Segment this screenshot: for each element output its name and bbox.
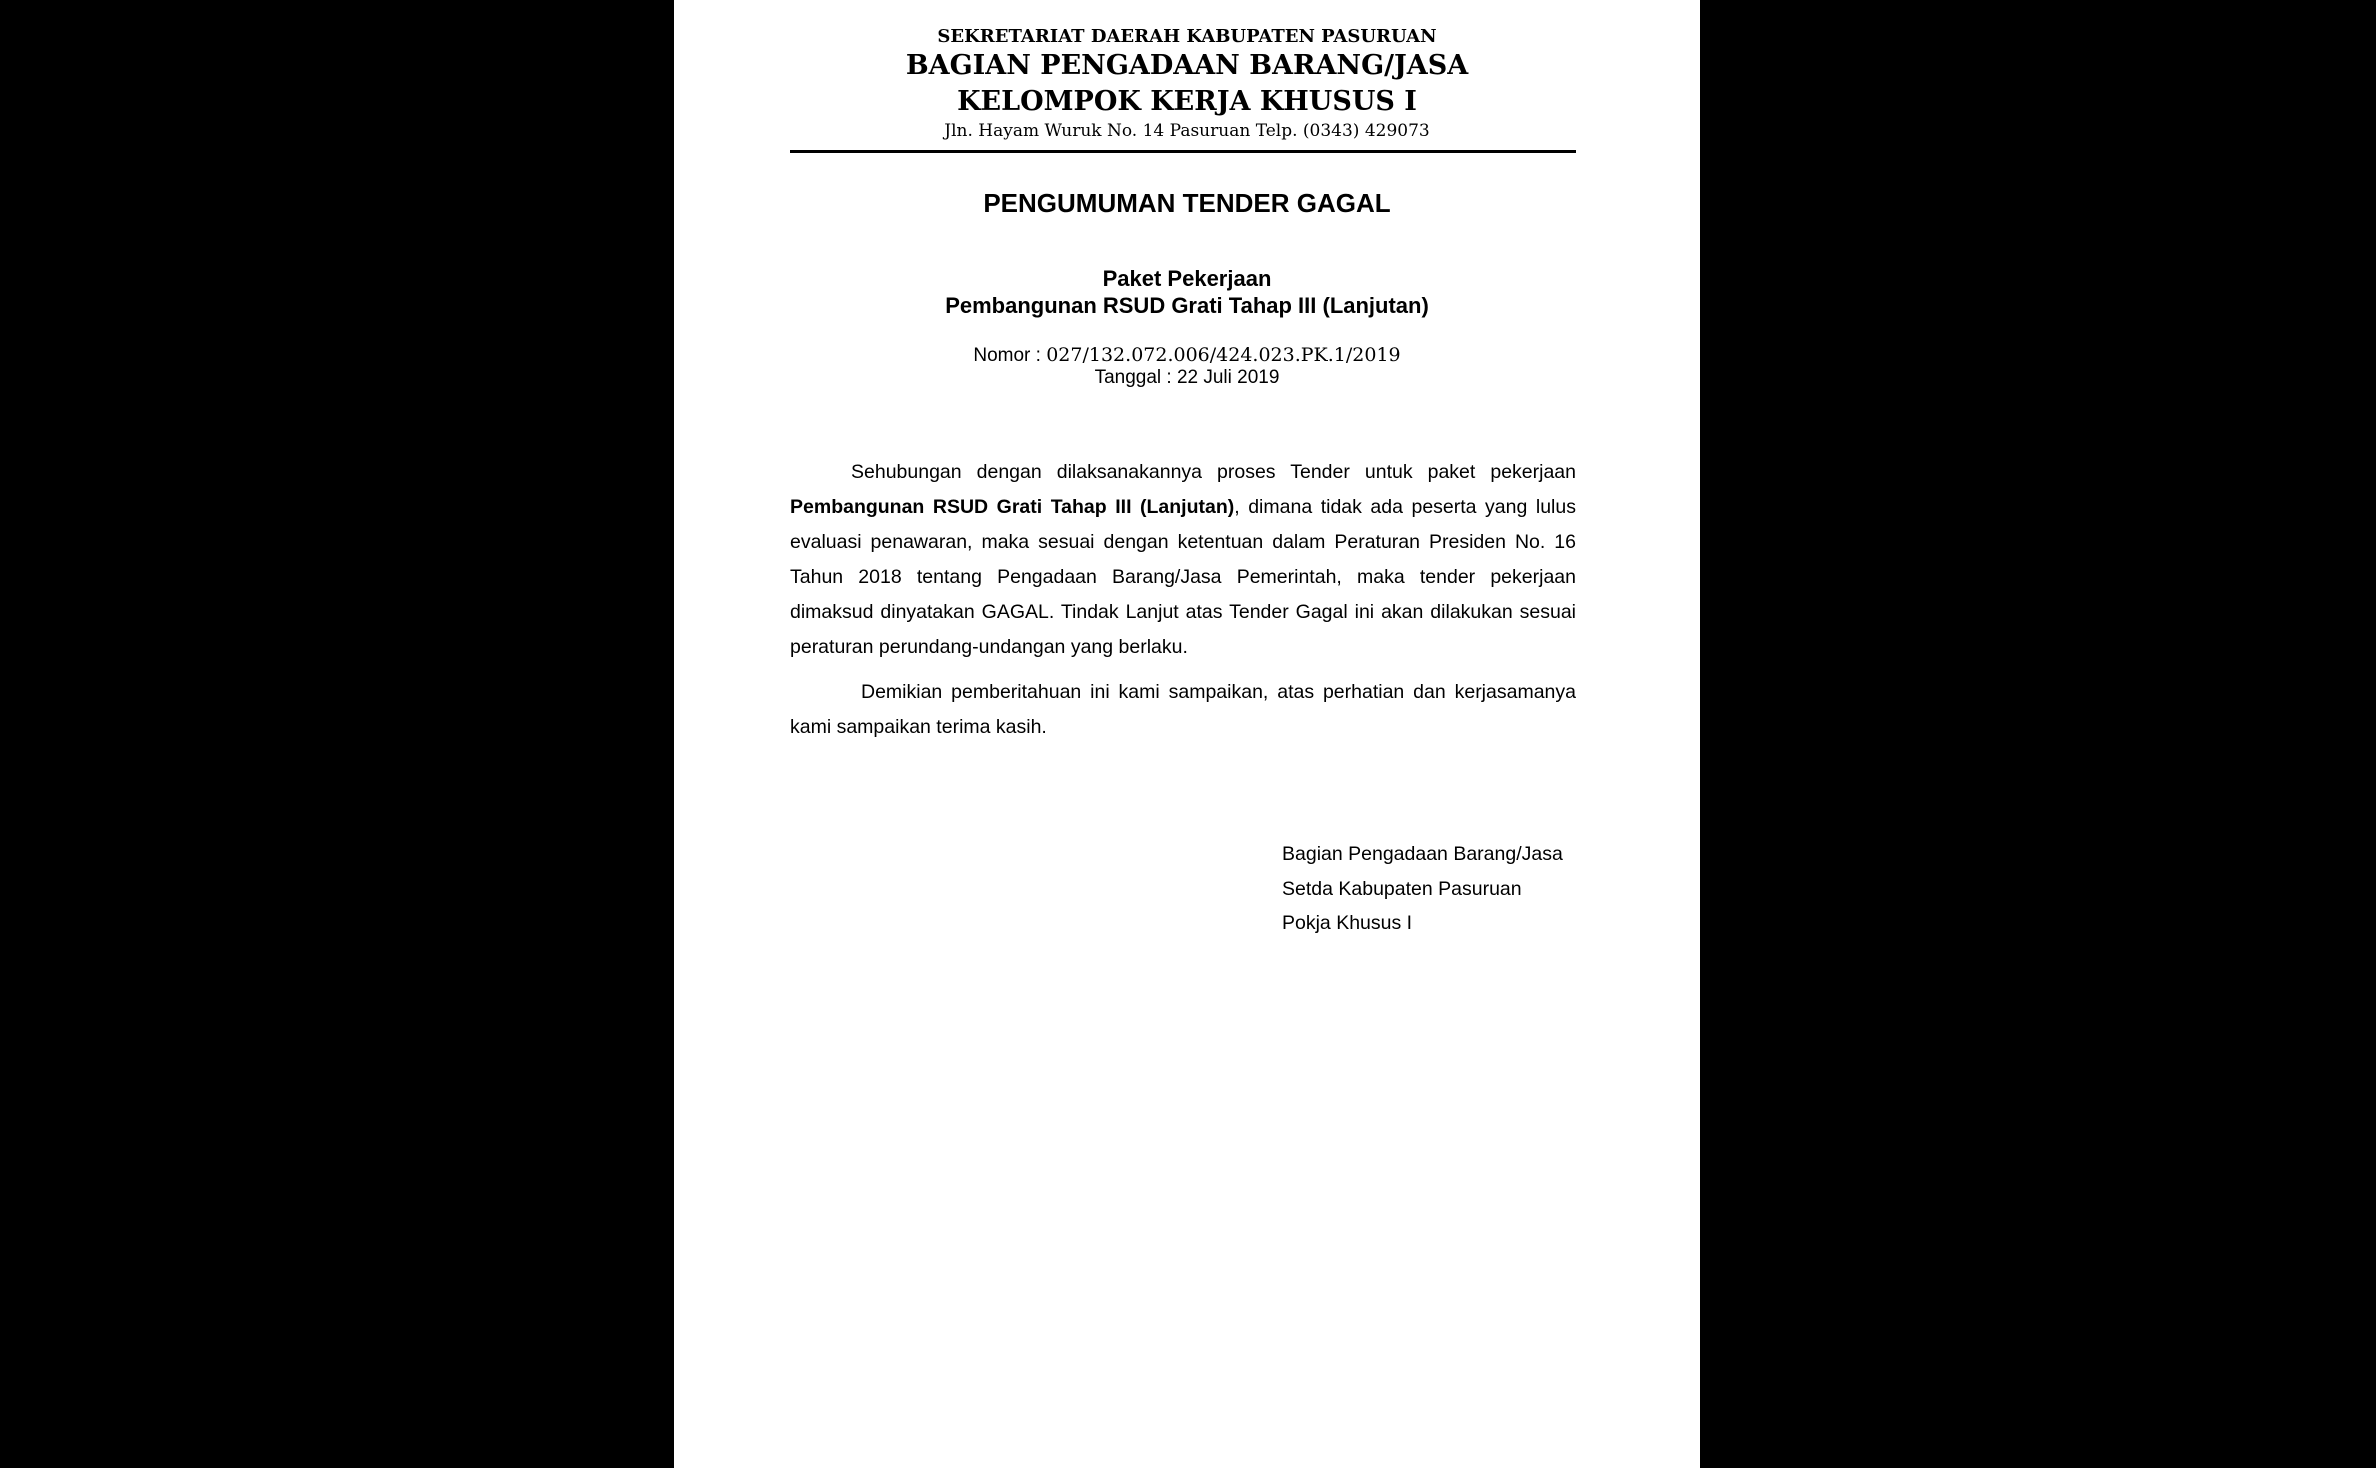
paragraph-1-lead: Sehubungan dengan dilaksanakannya proses Tender untuk paket pekerjaan xyxy=(851,461,1576,483)
document-number-value: 027/132.072.006/424.023.PK.1/2019 xyxy=(1046,344,1401,366)
document-number xyxy=(674,344,1700,367)
letterhead-working-group: KELOMPOK KERJA KHUSUS I xyxy=(957,86,1417,117)
body-paragraph-1 xyxy=(790,455,1576,665)
document-number-label: Nomor : xyxy=(973,345,1047,366)
signature-line-1: Bagian Pengadaan Barang/Jasa xyxy=(1282,843,1563,865)
letterhead-divider xyxy=(790,150,1576,153)
letterhead-department: BAGIAN PENGADAAN BARANG/JASA xyxy=(905,50,1469,81)
document-date: Tanggal : 22 Juli 2019 xyxy=(1094,367,1280,388)
paragraph-1-rest: , dimana tidak ada peserta yang lulus evaluasi penawaran, maka sesuai dengan ketentuan dalam Peraturan Presiden No. 16 Tahun 2018 tentang Pengadaan Barang/Jasa Pemerintah, maka tender pekerjaan dimaksud dinyatakan GAGAL. Tindak Lanjut atas Tender Gagal ini akan dilakukan sesuai peraturan perundang-undangan yang berlaku. xyxy=(790,496,1576,658)
signature-line-3: Pokja Khusus I xyxy=(1282,912,1413,934)
letterhead-secretariat: SEKRETARIAT DAERAH KABUPATEN PASURUAN xyxy=(937,26,1437,47)
announcement-title: PENGUMUMAN TENDER GAGAL xyxy=(983,188,1391,218)
document-page xyxy=(674,0,1700,1468)
body-paragraph-2: Demikian pemberitahuan ini kami sampaikan, atas perhatian dan kerjasamanya kami sampaikan terima kasih. xyxy=(790,681,1576,738)
signature-line-2: Setda Kabupaten Pasuruan xyxy=(1282,878,1522,900)
letterhead-address: Jln. Hayam Wuruk No. 14 Pasuruan Telp. (0343) 429073 xyxy=(944,121,1430,141)
package-label: Paket Pekerjaan xyxy=(1102,266,1272,291)
package-name: Pembangunan RSUD Grati Tahap III (Lanjutan) xyxy=(945,293,1429,318)
paragraph-1-package-name: Pembangunan RSUD Grati Tahap III (Lanjutan) xyxy=(790,496,1235,518)
